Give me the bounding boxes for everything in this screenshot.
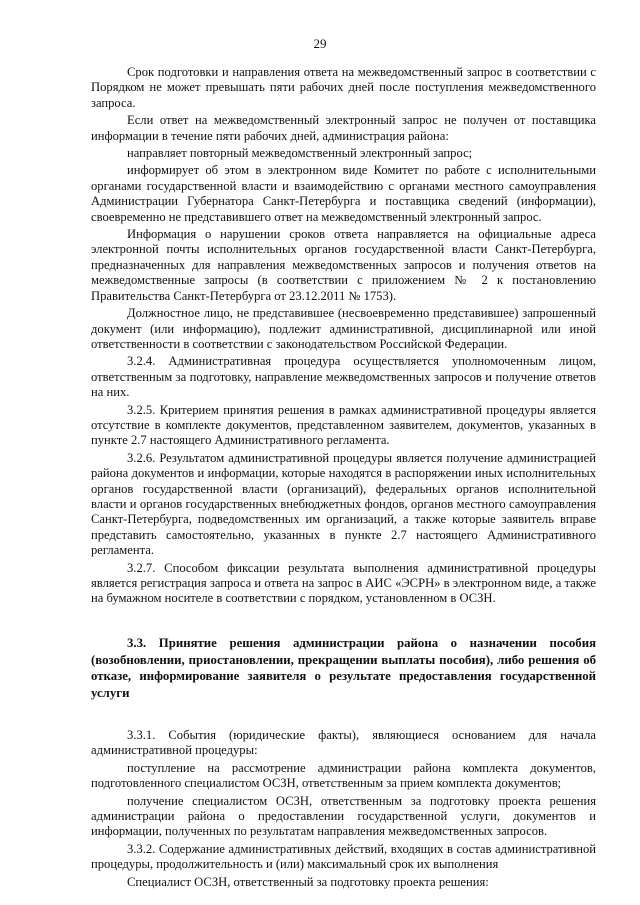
page-number: 29 (313, 36, 327, 51)
paragraph: Срок подготовки и направления ответа на межведомственный запрос в соответствии с Порядком не может превышать пяти рабочих дней после поступления межведомственного запроса. (91, 65, 596, 110)
paragraph: 3.2.5. Критерием принятия решения в рамках административной процедуры является отсутствие в комплекте документов, представленном заявителем, документов, указанных в пункте 2.7 настоящего Административного регламента. (91, 402, 596, 448)
paragraph: 3.3.2. Содержание административных действий, входящих в состав административной процедуры, продолжительность и (или) максимальный срок их выполнения (91, 841, 596, 872)
paragraph: 3.2.6. Результатом административной процедуры является получение администрацией района документов и информации, которые находятся в распоряжении иных исполнительных органов государственной власти (организаций), федеральных органов исполнительной власти и органов государственных внебюджетных фондов, органов местного самоуправления Санкт-Петербурга, подведомственных им организаций, а также которые заявитель вправе представить самостоятельно, указанных в пункте 2.7 настоящего Административного регламента. (91, 450, 596, 558)
paragraph: 3.2.7. Способом фиксации результата выполнения административной процедуры является регистрация запроса и ответа на запрос в АИС «ЭСРН» в электронном виде, а также на бумажном носителе в соответствии с порядком, установленном в ОСЗН. (91, 560, 596, 606)
paragraph: поступление на рассмотрение администрации района комплекта документов, подготовленного специалистом ОСЗН, ответственным за прием комплекта документов; (91, 760, 596, 791)
paragraph: Специалист ОСЗН, ответственный за подготовку проекта решения: (127, 874, 489, 889)
paragraph: Должностное лицо, не представившее (несвоевременно представившее) запрошенный документ (или информацию), подлежит административной, дисциплинарной или иной ответственности в соответствии с законодательством Российской Федерации. (91, 306, 596, 351)
paragraph: получение специалистом ОСЗН, ответственным за подготовку проекта решения администрации района о предоставлении государственной услуги, документов и информации, полученных по результатам направления межведомственных запросов. (91, 793, 596, 839)
document-body (91, 65, 596, 890)
paragraph: 3.2.4. Административная процедура осуществляется уполномоченным лицом, ответственным за подготовку, направление межведомственных запросов и получение ответов на них. (91, 354, 596, 400)
paragraph: 3.3.1. События (юридические факты), являющиеся основанием для начала административной процедуры: (91, 728, 596, 758)
paragraph: направляет повторный межведомственный электронный запрос; (127, 146, 473, 161)
paragraph: информирует об этом в электронном виде Комитет по работе с исполнительными органами государственной власти и взаимодействию с органами местного самоуправления Администрации Губернатора Санкт-Петербурга и поставщика сведений (информации), своевременно не представившего ответ на межведомственный электронный запрос. (91, 163, 596, 224)
paragraph: Если ответ на межведомственный электронный запрос не получен от поставщика информации в течение пяти рабочих дней, администрация района: (91, 113, 596, 143)
section-heading: 3.3. Принятие решения администрации района о назначении пособия (возобновлении, приостановлении, прекращении выплаты пособия), либо решения об отказе, информирование заявителя о результате предоставления государственной услуги (91, 635, 596, 701)
paragraph: Информация о нарушении сроков ответа направляется на официальные адреса электронной почты исполнительных органов государственной власти Санкт-Петербурга, предназначенных для направления межведомственных запросов и получения ответов на межведомственные запросы (в соответствии с приложением № 2 к постановлению Правительства Санкт-Петербурга от 23.12.2011 № 1753). (91, 227, 596, 303)
